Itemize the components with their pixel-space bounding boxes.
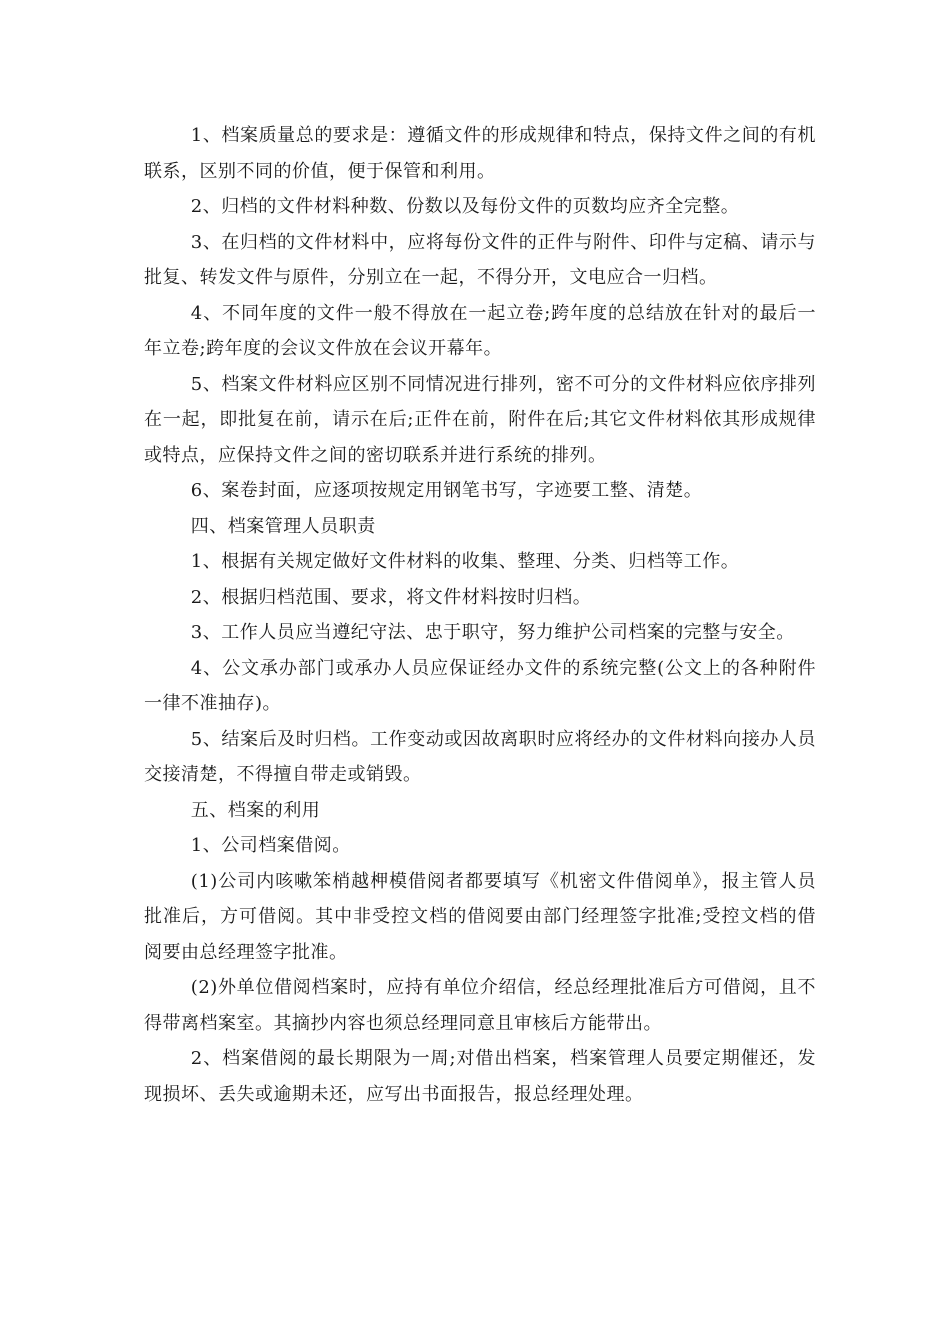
paragraph-duty-systematic: 4、公文承办部门或承办人员应保证经办文件的系统完整(公文上的各种附件一律不准抽存)。 xyxy=(144,657,816,714)
paragraph-internal-borrowing: (1)公司内咳嗽笨梢越柙模借阅者都要填写《机密文件借阅单》，报主管人员批准后，方可借阅。其中非受控文档的借阅要由部门经理签字批准;受控文档的借阅要由总经理签字批准。 xyxy=(144,870,816,963)
section-heading-archive-use: 五、档案的利用 xyxy=(190,799,321,821)
paragraph-duty-integrity: 3、工作人员应当遵纪守法、忠于职守，努力维护公司档案的完整与安全。 xyxy=(190,622,795,643)
document-body xyxy=(144,118,816,1112)
paragraph-duty-collect: 1、根据有关规定做好文件材料的收集、整理、分类、归档等工作。 xyxy=(190,551,740,572)
paragraph-duty-timely: 2、根据归档范围、要求，将文件材料按时归档。 xyxy=(190,586,592,608)
paragraph-borrowing: 1、公司档案借阅。 xyxy=(190,835,351,856)
paragraph-cover-writing: 6、案卷封面，应逐项按规定用钢笔书写，字迹要工整、清楚。 xyxy=(190,480,703,501)
paragraph-completeness: 2、归档的文件材料种数、份数以及每份文件的页数均应齐全完整。 xyxy=(190,196,740,217)
paragraph-yearly-filing: 4、不同年度的文件一般不得放在一起立卷;跨年度的总结放在针对的最后一年立卷;跨年度的会议文件放在会议开幕年。 xyxy=(144,302,816,359)
paragraph-duty-handover: 5、结案后及时归档。工作变动或因故离职时应将经办的文件材料向接办人员交接清楚，不得擅自带走或销毁。 xyxy=(144,728,816,785)
paragraph-borrow-period: 2、档案借阅的最长期限为一周;对借出档案，档案管理人员要定期催还，发现损坏、丢失或逾期未还，应写出书面报告，报总经理处理。 xyxy=(144,1048,816,1105)
paragraph-ordering: 5、档案文件材料应区别不同情况进行排列，密不可分的文件材料应依序排列在一起，即批复在前，请示在后;正件在前，附件在后;其它文件材料依其形成规律或特点，应保持文件之间的密切联系并进行系统的排列。 xyxy=(144,373,816,466)
paragraph-archive-quality: 1、档案质量总的要求是：遵循文件的形成规律和特点，保持文件之间的有机联系，区别不同的价值，便于保管和利用。 xyxy=(144,125,816,182)
paragraph-grouping: 3、在归档的文件材料中，应将每份文件的正件与附件、印件与定稿、请示与批复、转发文件与原件，分别立在一起，不得分开，文电应合一归档。 xyxy=(144,231,816,288)
section-heading-staff-duties: 四、档案管理人员职责 xyxy=(190,515,376,537)
paragraph-external-borrowing: (2)外单位借阅档案时，应持有单位介绍信，经总经理批准后方可借阅，且不得带离档案室。其摘抄内容也须总经理同意且审核后方能带出。 xyxy=(144,977,816,1034)
